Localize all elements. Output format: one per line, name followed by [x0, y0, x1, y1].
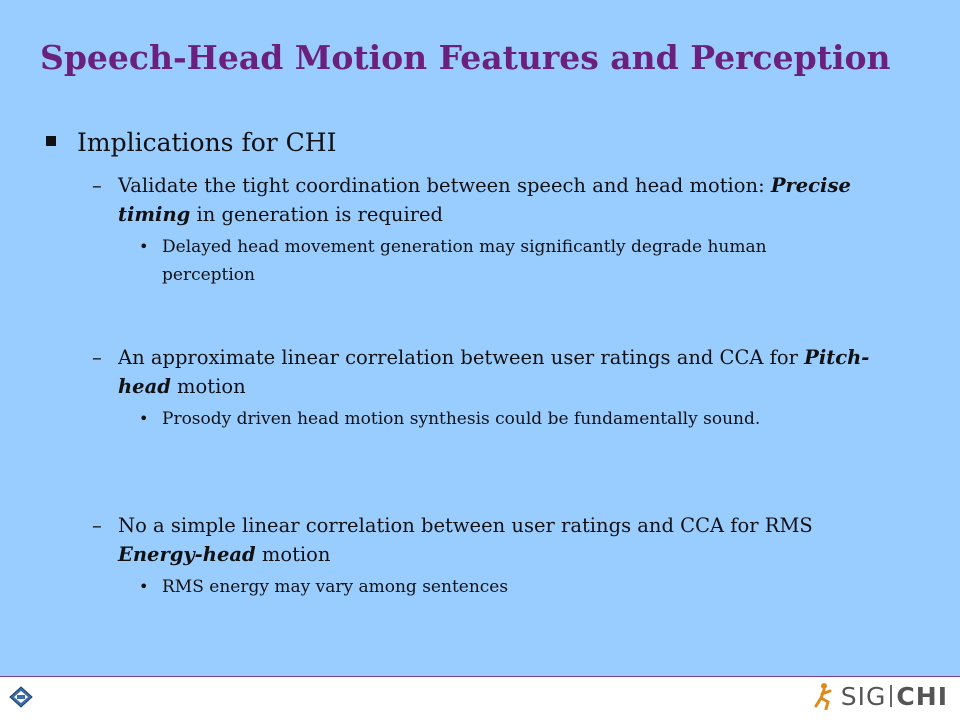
square-bullet-icon: [46, 136, 56, 146]
point-2-emphasis: Pitch-head: [118, 346, 870, 398]
slide-title: Speech-Head Motion Features and Perception: [40, 38, 891, 77]
point-3-text: [92, 511, 892, 569]
point-3-part-3: motion: [255, 543, 331, 566]
point-1-text: [92, 171, 892, 229]
footer-divider: [0, 676, 960, 677]
dash-icon: –: [92, 514, 102, 537]
point-3: [92, 511, 892, 601]
main-bullet-text: Implications for CHI: [77, 128, 337, 157]
point-2-part-1: An approximate linear correlation between user ratings and CCA for: [118, 346, 805, 369]
point-2-text: [92, 343, 892, 401]
dash-icon: –: [92, 174, 102, 197]
sigchi-figure-icon: [813, 682, 835, 710]
main-bullet: [46, 128, 336, 157]
point-2: [92, 343, 892, 433]
point-1-emphasis: Precise timing: [118, 174, 851, 226]
point-3-part-1: No a simple linear correlation between user ratings and CCA for RMS: [118, 514, 813, 537]
point-1-sub-text: Delayed head movement generation may significantly degrade human perception: [162, 237, 767, 285]
point-2-sub-text: Prosody driven head motion synthesis could be fundamentally sound.: [162, 409, 761, 429]
dot-bullet-icon: •: [139, 237, 149, 256]
conference-badge-icon: [9, 686, 33, 708]
dot-bullet-icon: •: [139, 409, 149, 428]
point-1-part-3: in generation is required: [190, 203, 444, 226]
point-2-sub: [137, 405, 862, 433]
sigchi-sig-text: SIG: [840, 681, 887, 711]
dot-bullet-icon: •: [139, 577, 149, 596]
dash-icon: –: [92, 346, 102, 369]
point-3-emphasis: Energy-head: [118, 543, 256, 566]
point-2-part-3: motion: [170, 375, 246, 398]
sigchi-chi-text: CHI: [896, 681, 948, 711]
point-1-sub: [137, 233, 862, 289]
point-3-sub: [137, 573, 862, 601]
point-3-sub-text: RMS energy may vary among sentences: [162, 577, 509, 597]
point-1: [92, 171, 892, 289]
sigchi-logo: [813, 680, 948, 712]
sigchi-divider: [890, 685, 892, 707]
point-1-part-1: Validate the tight coordination between speech and head motion:: [118, 174, 771, 197]
